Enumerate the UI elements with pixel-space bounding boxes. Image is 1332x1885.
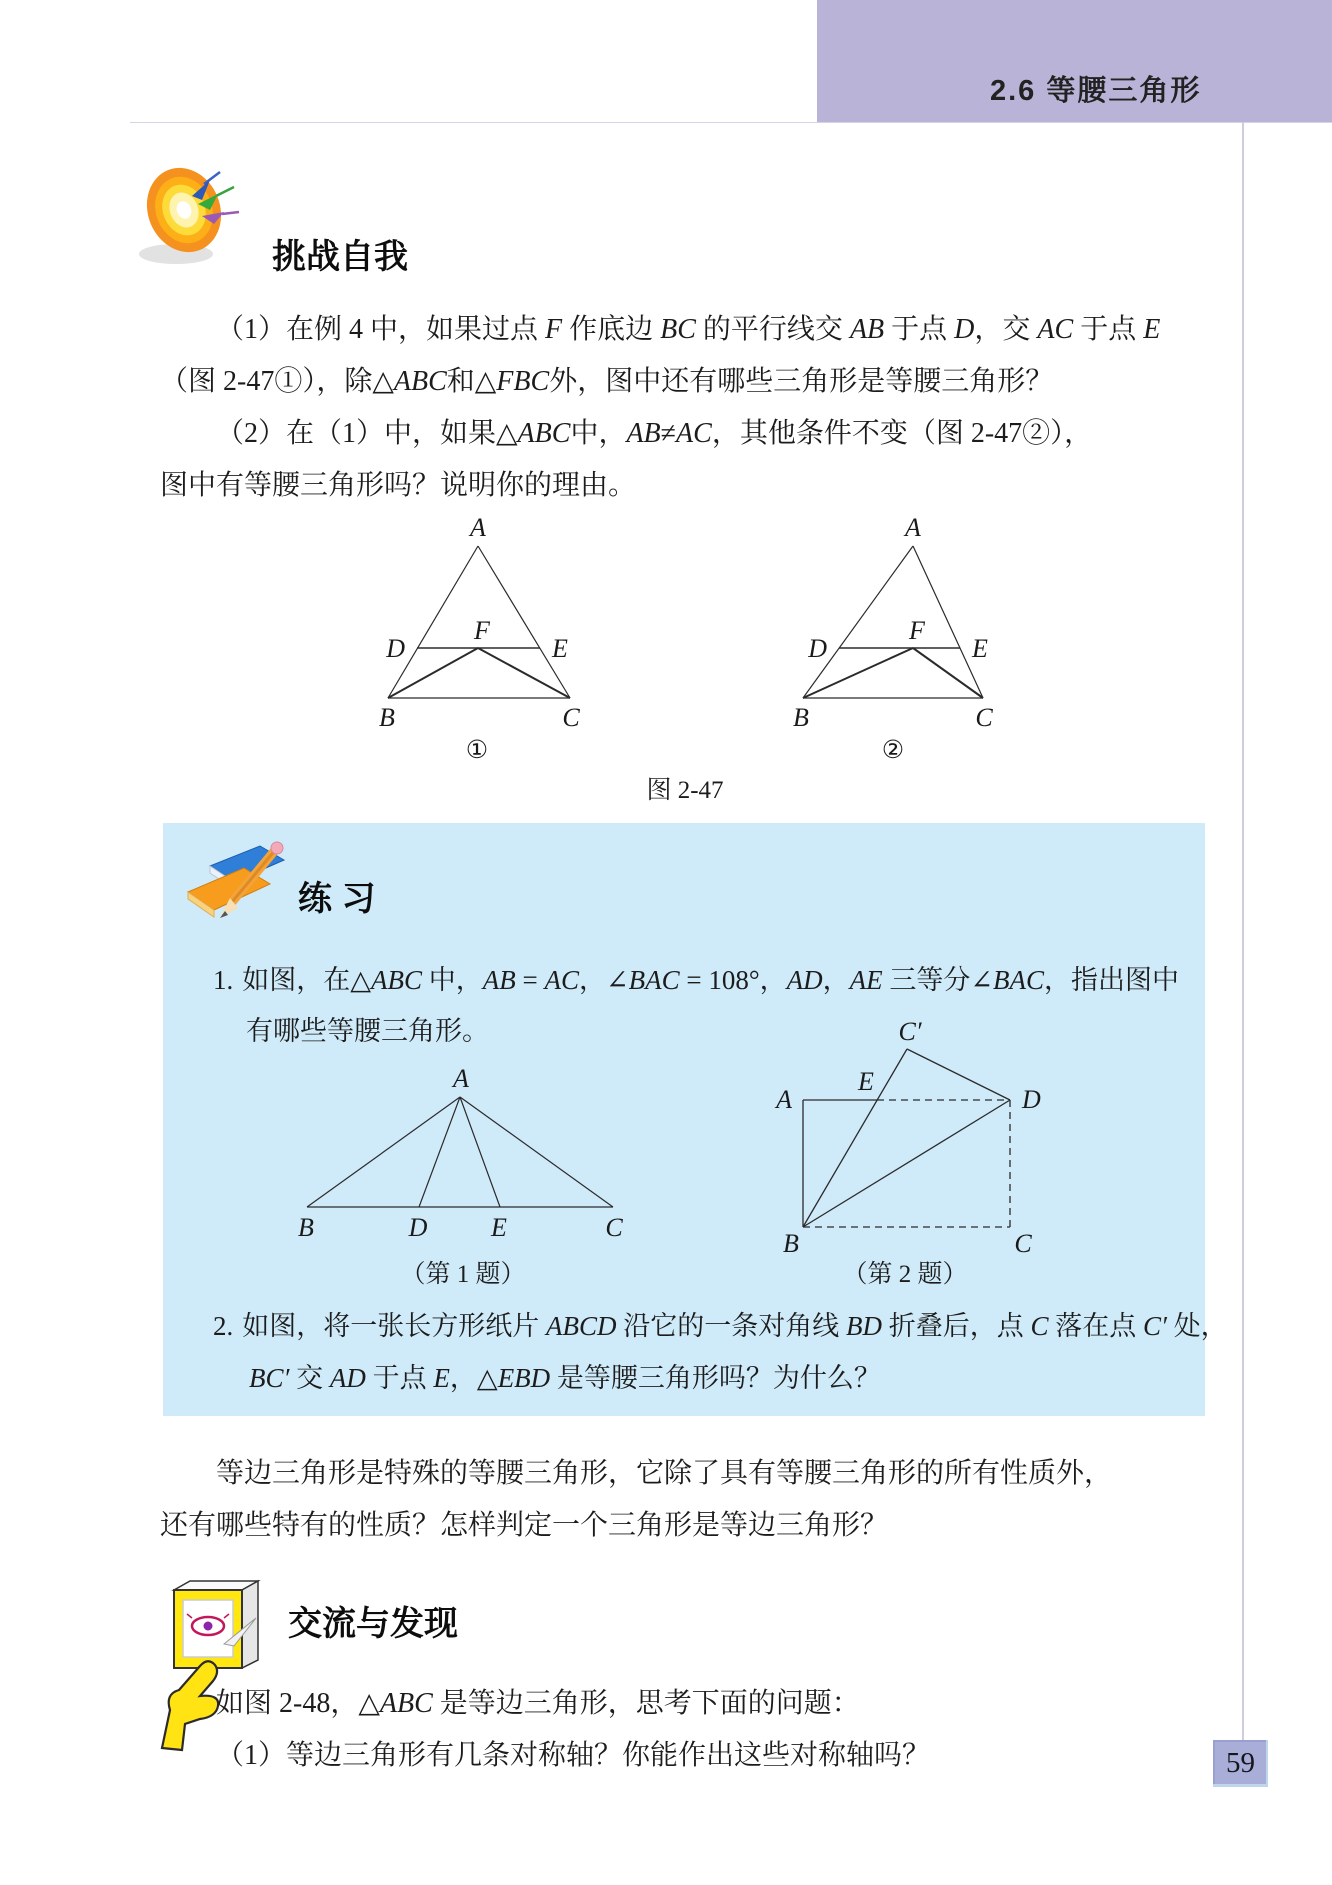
discover-heading: 交流与发现	[288, 1605, 458, 1643]
practice-heading: 练 习	[298, 880, 376, 918]
svg-text:D: D	[1022, 1085, 1041, 1114]
dart-target-icon	[136, 160, 244, 268]
svg-text:E: E	[552, 634, 568, 663]
svg-text:C′: C′	[898, 1018, 922, 1046]
svg-text:A: A	[470, 518, 486, 542]
svg-text:E: E	[491, 1213, 507, 1242]
svg-text:A: A	[776, 1085, 792, 1114]
svg-text:①: ①	[465, 737, 489, 764]
svg-text:C: C	[562, 703, 580, 732]
svg-text:C: C	[1014, 1229, 1032, 1258]
problem-2-figure	[760, 1018, 1070, 1263]
problem-1-figure-caption: （第 1 题）	[400, 1261, 526, 1288]
challenge-line-4: 图中有等腰三角形吗？说明你的理由。	[160, 470, 637, 501]
problem-2-line-2: BC′ 交 AD 于点 E，△EBD 是等腰三角形吗？为什么？	[249, 1363, 881, 1393]
svg-text:C: C	[975, 703, 993, 732]
problem-1-figure	[275, 1058, 640, 1283]
chapter-title: 2.6 等腰三角形	[990, 75, 1202, 107]
header-divider	[130, 122, 1332, 123]
svg-text:F: F	[474, 616, 490, 645]
problem-2-line-1: 2. 如图，将一张长方形纸片 ABCD 沿它的一条对角线 BD 折叠后，点 C 落在点 C′ 处，	[213, 1308, 1228, 1344]
svg-text:②: ②	[881, 737, 905, 764]
svg-text:E: E	[858, 1067, 874, 1096]
discover-line-2: （1）等边三角形有几条对称轴？你能作出这些对称轴吗？	[216, 1740, 931, 1771]
problem-2-number: 2.	[213, 1311, 234, 1341]
body-line-2: 还有哪些特有的性质？怎样判定一个三角形是等边三角形？	[160, 1510, 889, 1541]
svg-text:C: C	[605, 1213, 623, 1242]
svg-text:D: D	[808, 634, 827, 663]
svg-text:A: A	[905, 518, 921, 542]
challenge-line-3: （2）在（1）中，如果△ABC中，AB≠AC，其他条件不变（图 2-47②），	[216, 418, 1093, 449]
svg-text:B: B	[379, 703, 395, 732]
figure-2-47-caption: 图 2-47	[646, 777, 724, 804]
challenge-heading: 挑战自我	[272, 238, 408, 276]
problem-1-line-2: 有哪些等腰三角形。	[246, 1016, 489, 1046]
challenge-line-1: （1）在例 4 中，如果过点 F 作底边 BC 的平行线交 AB 于点 D，交 AC 于点 E	[216, 314, 1161, 345]
chapter-header-bar	[817, 0, 1332, 123]
figure-2-47-1	[320, 518, 650, 768]
svg-text:B: B	[298, 1213, 314, 1242]
page-number: 59	[1226, 1747, 1255, 1779]
problem-2-figure-caption: （第 2 题）	[842, 1261, 968, 1288]
discover-line-1: 如图 2-48，△ABC 是等边三角形，思考下面的问题：	[216, 1688, 860, 1719]
svg-text:B: B	[793, 703, 809, 732]
svg-text:E: E	[972, 634, 988, 663]
problem-1-line-1: 1. 如图，在△ABC 中，AB = AC，∠BAC = 108°，AD，AE 三等分∠BAC，指出图中	[213, 962, 1179, 998]
svg-text:A: A	[453, 1064, 469, 1093]
svg-text:F: F	[909, 616, 925, 645]
problem-1-number: 1.	[213, 965, 234, 995]
svg-text:D: D	[386, 634, 405, 663]
svg-text:B: B	[783, 1229, 799, 1258]
right-margin-rule	[1242, 122, 1244, 1740]
notebook-pencil-icon	[178, 836, 308, 938]
figure-2-47-2	[780, 518, 1110, 768]
svg-text:D: D	[408, 1213, 428, 1242]
page-number-box	[1213, 1740, 1268, 1787]
body-line-1: 等边三角形是特殊的等腰三角形，它除了具有等腰三角形的所有性质外，	[216, 1458, 1113, 1489]
challenge-line-2: （图 2-47①），除△ABC和△FBC外，图中还有哪些三角形是等腰三角形？	[160, 366, 1054, 397]
